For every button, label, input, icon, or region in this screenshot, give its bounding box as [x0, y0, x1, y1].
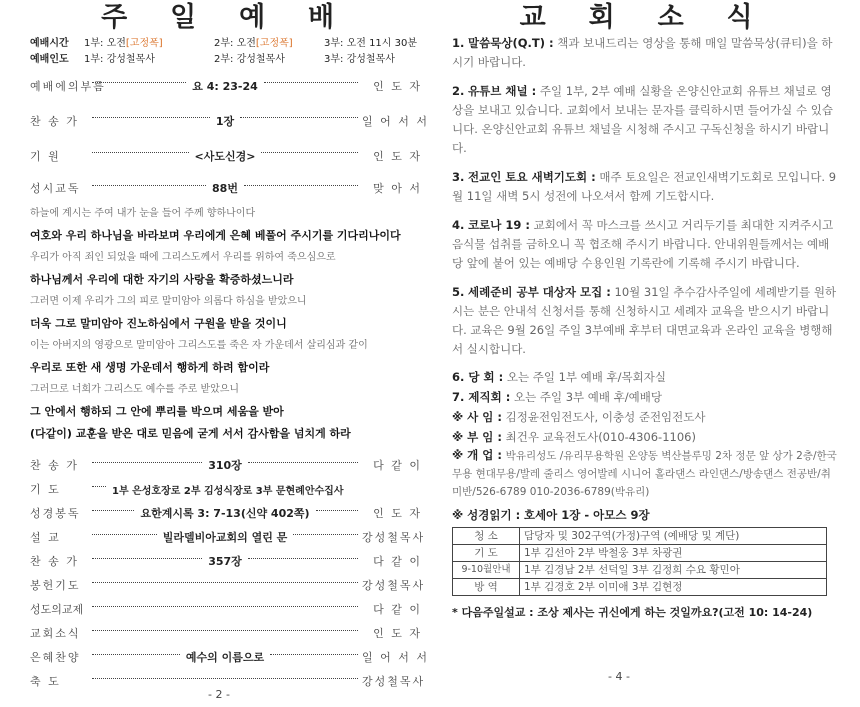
- reading-line: 우리가 아직 죄인 되었을 때에 그리스도께서 우리를 위하여 죽으심으로: [30, 252, 336, 263]
- order-item: 성시교독: [30, 182, 81, 195]
- order-content: 1장: [215, 114, 235, 128]
- news-number: 3.: [452, 170, 465, 184]
- table-cell: 담당자 및 302구역(가정)구역 (예배당 및 계단): [520, 528, 827, 545]
- order-leader: 다 같 이: [373, 555, 422, 568]
- news-item: [452, 283, 837, 359]
- news-heading: 유튜브 채널 :: [468, 84, 537, 98]
- notice-body: 김정윤전임전도사, 이충성 준전임전도사: [505, 410, 706, 424]
- notice-heading: 7. 제직회 :: [452, 390, 511, 404]
- schedule-cell: 1부: 강성철목사: [84, 54, 155, 65]
- notice-items: [452, 367, 837, 525]
- notice-body: 최건우 교육전도사(010-4306-1106): [505, 430, 696, 444]
- news-list: [452, 34, 837, 359]
- order-row: [30, 645, 429, 669]
- order-item: 찬 송 가: [30, 555, 79, 568]
- order-leader: 일 어 서 서: [362, 114, 429, 128]
- order-content: 88번: [212, 182, 238, 195]
- order-item: 설 교: [30, 531, 61, 544]
- schedule-label: 예배인도: [30, 54, 69, 65]
- reading-line-bold: 하나님께서 우리에 대한 자기의 사랑을 확증하셨느니라: [30, 273, 294, 286]
- news-number: 1.: [452, 36, 465, 50]
- news-item: [452, 34, 837, 72]
- table-cell: 청 소: [453, 528, 520, 545]
- notice-item: [452, 407, 837, 427]
- reading-line-bold: (다같이) 교훈을 받은 대로 믿음에 굳게 서서 감사함을 넘치게 하라: [30, 427, 351, 440]
- news-body: 주일 1부, 2부 예배 실황을 온양신안교회 유튜브 채널로 영상을 보내고 있습니다. 교회에서 보내는 문자를 클릭하시면 들어가실 수 있습니다. 온양신안교회 유튜브 채널을 시청해 주시고 구독신청을 하시기 바랍니다.: [452, 84, 833, 155]
- schedule-cell: 2부: 오전: [214, 38, 256, 49]
- order-row: [30, 549, 422, 573]
- news-number: 4.: [452, 218, 465, 232]
- reading-line-bold: 더욱 그로 말미암아 진노하심에서 구원을 받을 것이니: [30, 317, 287, 330]
- notice-item: [452, 427, 837, 447]
- schedule: [30, 36, 422, 68]
- table-row: [453, 545, 827, 562]
- notice-heading: ※ 부 임 :: [452, 430, 503, 444]
- notice-heading: 6. 당 회 :: [452, 370, 504, 384]
- order-item: 예배에의부름: [30, 79, 106, 93]
- reading-line-bold: 그 안에서 행하되 그 안에 뿌리를 박으며 세움을 받아: [30, 405, 284, 418]
- news-body: 책과 보내드리는 영상을 통해 매일 말씀묵상(큐티)을 하시기 바랍니다.: [452, 36, 833, 69]
- duty-table: [452, 527, 827, 596]
- schedule-cell: 2부: 강성철목사: [214, 54, 285, 65]
- news-body: 매주 토요일은 전교인새벽기도회로 모입니다. 9월 11일 새벽 5시 성전에 나오셔서 함께 기도합시다.: [452, 170, 837, 203]
- schedule-cell: 3부: 오전 11시 30분: [324, 38, 418, 49]
- notice-heading: ※ 사 임 :: [452, 410, 503, 424]
- table-cell: 1부 김선아 2부 박철웅 3부 차광권: [520, 545, 827, 562]
- reading-line: 하늘에 계시는 주여 내가 눈을 들어 주께 향하나이다: [30, 208, 256, 219]
- order-row: [30, 525, 426, 549]
- order-leader: 강성철목사: [362, 675, 426, 688]
- order-bottom: [30, 453, 429, 693]
- table-row: [453, 528, 827, 545]
- schedule-cell-red: [고정폭]: [125, 38, 163, 49]
- order-item: 기 도: [30, 483, 61, 496]
- reading-line: 그러면 이제 우리가 그의 피로 말미암아 의롭다 하심을 받았으니: [30, 296, 307, 307]
- right-page: [452, 0, 837, 620]
- news-item: [452, 82, 837, 158]
- news-item: [452, 168, 837, 206]
- page-number-left: - 2 -: [208, 688, 230, 701]
- page-title-right: 교 회 소 식: [519, 2, 770, 33]
- news-body: 교회에서 꼭 마스크를 쓰시고 거리두기를 최대한 지켜주시고 음식물 섭취를 금하오니 꼭 협조해 주시기 바랍니다. 안내위원들께서는 예배당 앞에 붙어 있는 예배당 수용인원 기록란에 기록해 주시기 바랍니다.: [452, 218, 834, 270]
- table-cell: 방 역: [453, 579, 520, 596]
- order-row: [30, 477, 422, 501]
- order-item: 은혜찬양: [30, 651, 81, 664]
- order-item: 봉헌기도: [30, 579, 81, 592]
- order-item: 교회소식: [30, 627, 81, 640]
- order-content: 빌라델비아교회의 열린 문: [162, 531, 288, 544]
- order-row: [30, 501, 422, 525]
- order-row: [30, 453, 422, 477]
- order-leader: 다 같 이: [373, 459, 422, 472]
- order-content: 요한계시록 3: 7-13(신약 402쪽): [140, 507, 310, 520]
- notice-heading: ※ 개 업 :: [452, 448, 503, 462]
- order-row: [30, 573, 426, 597]
- news-item: [452, 216, 837, 273]
- reading-line: 그러므로 너희가 그리스도 예수를 주로 받았으니: [30, 384, 240, 395]
- schedule-label: 예배시간: [30, 38, 69, 49]
- order-leader: 맞 아 서: [373, 182, 422, 195]
- notice-item: [452, 367, 837, 387]
- schedule-row: [30, 36, 422, 52]
- notice-item: [452, 387, 837, 407]
- order-item: 찬 송 가: [30, 114, 79, 128]
- order-leader: 일 어 서 서: [362, 651, 429, 664]
- order-row: [30, 68, 422, 103]
- order-item: 기 원: [30, 149, 61, 163]
- order-row: [30, 138, 422, 173]
- order-leader: 강성철목사: [362, 579, 426, 592]
- page-title-left: 주 일 예 배: [101, 2, 351, 33]
- table-cell: 1부 김경남 2부 선덕일 3부 김정희 수요 황민아: [520, 562, 827, 579]
- notice-body: 오는 주일 3부 예배 후/예배당: [513, 390, 662, 404]
- order-leader: 인 도 자: [373, 627, 422, 640]
- order-content: 요 4: 23-24: [192, 79, 258, 93]
- left-page: [30, 0, 429, 693]
- table-cell: 기 도: [453, 545, 520, 562]
- page-number-right: - 4 -: [608, 670, 630, 683]
- news-number: 2.: [452, 84, 465, 98]
- order-content: 예수의 이름으로: [185, 651, 265, 664]
- order-top: [30, 68, 429, 203]
- news-heading: 세례준비 공부 대상자 모집 :: [468, 285, 611, 299]
- news-body: 10월 31일 추수감사주일에 세례받기를 원하시는 분은 안내석 신청서를 통해 신청하시고 세례자 교육을 받으시기 바랍니다. 교육은 9월 26일 주일 3부예배 후부터 대면교육과 온라인 교육을 병행해서 실시합니다.: [452, 285, 837, 356]
- bible-reading-range: 호세아 1장 - 아모스 9장: [523, 508, 650, 522]
- notice-body: 박유리성도 /유리무용학원 온양동 벽산블루밍 2차 정문 앞 상가 2층/한국무용 현대무용/발레 줄리스 영어발레 시니어 홀라댄스 라인댄스/방송댄스 전공반/취미반/526-6789 010-2036-6789(박유리): [452, 450, 837, 498]
- notice-body: 오는 주일 1부 예배 후/목회자실: [506, 370, 666, 384]
- order-row: [30, 621, 422, 645]
- table-row: [453, 579, 827, 596]
- order-content: 1부 은성호장로 2부 김성식장로 3부 문현례안수집사: [112, 485, 344, 497]
- order-item: 성도의교제: [30, 603, 84, 616]
- table-cell: 1부 김경호 2부 이미애 3부 김현정: [520, 579, 827, 596]
- reading-line-bold: 여호와 우리 하나님을 바라보며 우리에게 은혜 베풀어 주시기를 기다리나이다: [30, 229, 401, 242]
- schedule-cell: 1부: 오전: [84, 38, 126, 49]
- next-sermon: * 다음주일설교 : 조상 제사는 귀신에게 하는 것일까요?(고전 10: 14-24): [452, 606, 813, 619]
- order-leader: 인 도 자: [373, 149, 422, 163]
- order-row: [30, 103, 429, 138]
- order-row: [30, 173, 422, 203]
- order-leader: 인 도 자: [373, 79, 422, 93]
- schedule-cell: 3부: 강성철목사: [324, 54, 395, 65]
- schedule-row: [30, 52, 422, 68]
- news-heading: 전교인 토요 새벽기도회 :: [468, 170, 596, 184]
- order-leader: 다 같 이: [373, 603, 422, 616]
- order-row: [30, 597, 422, 621]
- bible-reading-heading: ※ 성경읽기 :: [452, 508, 521, 522]
- responsive-reading: [30, 203, 422, 445]
- news-number: 5.: [452, 285, 465, 299]
- order-content: 310장: [208, 459, 242, 472]
- order-item: 찬 송 가: [30, 459, 79, 472]
- order-content: 357장: [208, 555, 242, 568]
- notice-item-opening: [452, 447, 837, 501]
- order-item: 축 도: [30, 675, 61, 688]
- schedule-cell-red: [고정폭]: [255, 38, 293, 49]
- order-item: 성경봉독: [30, 507, 81, 520]
- news-heading: 말씀묵상(Q.T) :: [468, 36, 554, 50]
- news-heading: 코로나 19 :: [468, 218, 530, 232]
- table-cell: 9-10월안내: [453, 562, 520, 579]
- order-content: <사도신경>: [194, 149, 256, 163]
- bible-reading: [452, 505, 837, 525]
- reading-line: 이는 아버지의 영광으로 말미암아 그리스도를 죽은 자 가운데서 살리심과 같이: [30, 340, 368, 351]
- order-leader: 강성철목사: [362, 531, 426, 544]
- reading-line-bold: 우리로 또한 새 생명 가운데서 행하게 하려 함이라: [30, 361, 270, 374]
- table-row: [453, 562, 827, 579]
- order-leader: 인 도 자: [373, 507, 422, 520]
